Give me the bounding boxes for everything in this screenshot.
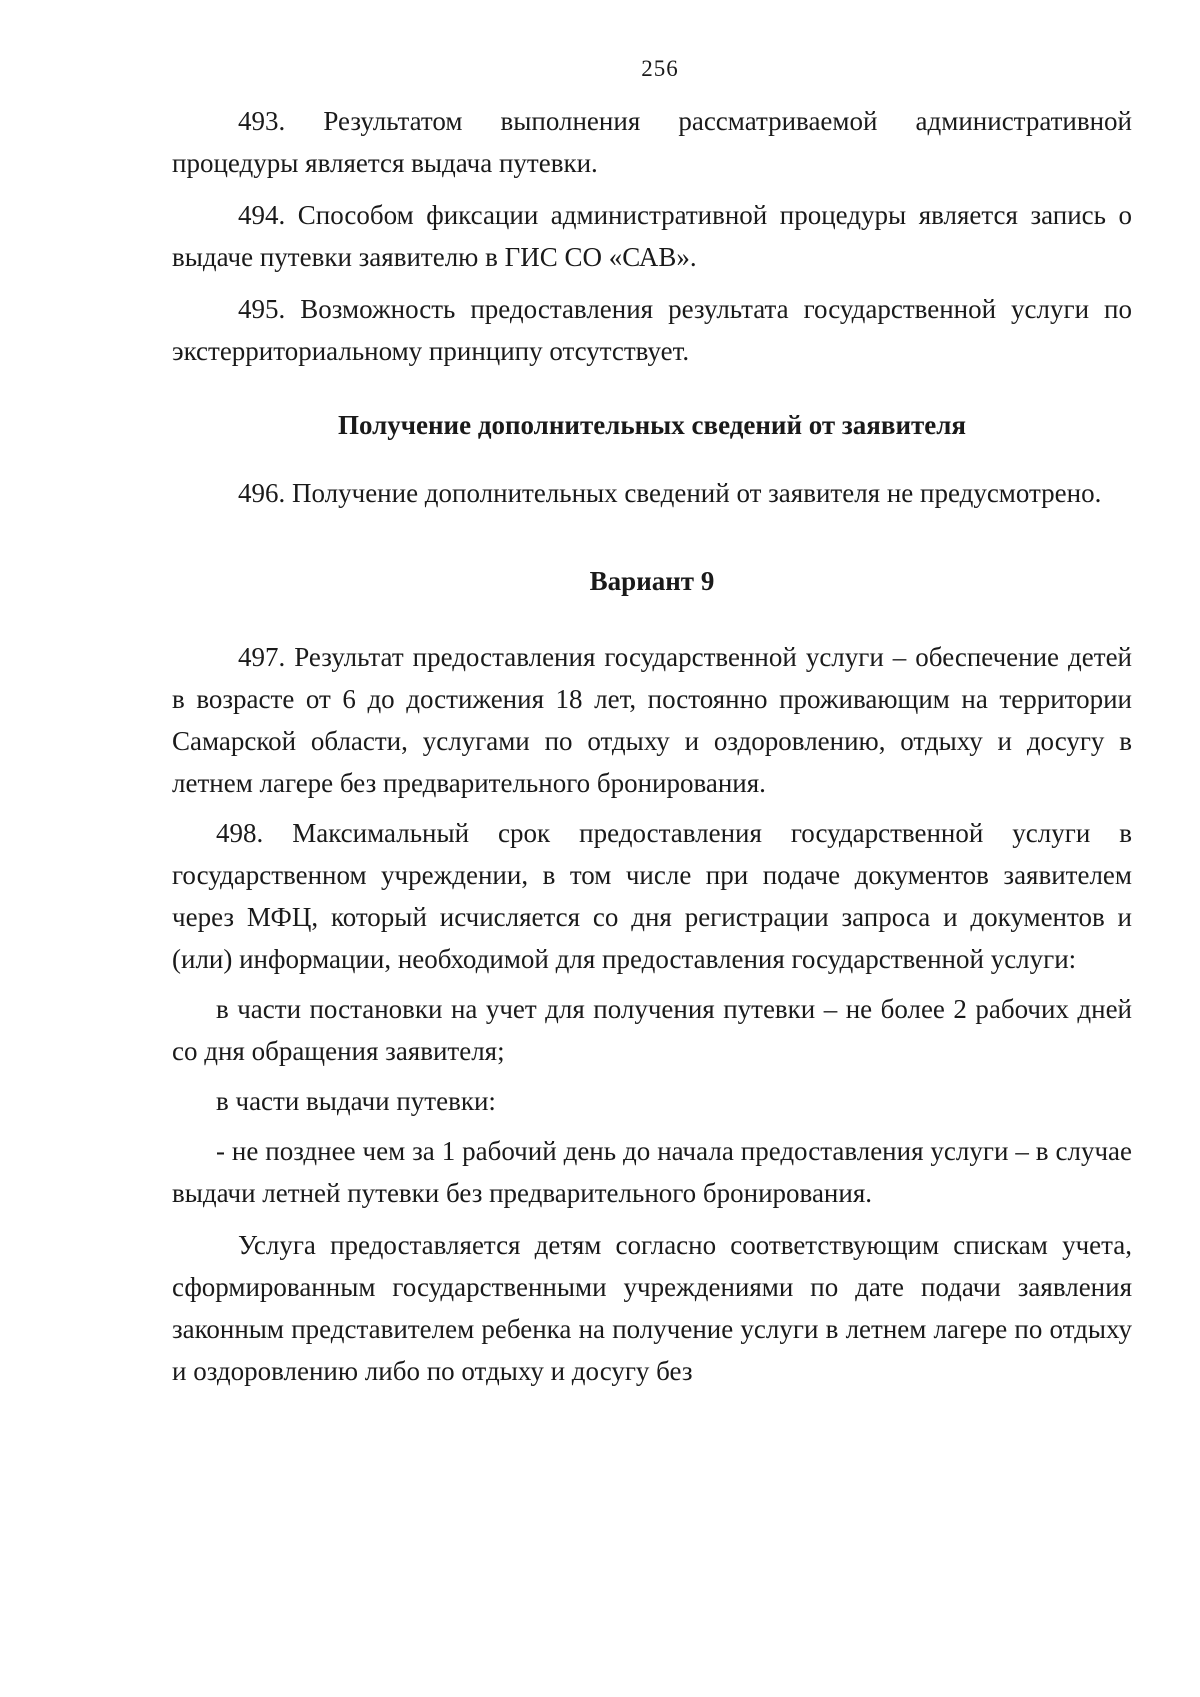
- page-number: 256: [641, 56, 679, 81]
- section-additional-info: [172, 404, 1132, 514]
- paragraph-issuance: в части выдачи путевки:: [216, 1086, 496, 1116]
- section-procedure-result: [172, 100, 1132, 372]
- paragraph-496: 496. Получение дополнительных сведений от заявителя не предусмотрено.: [238, 478, 1102, 508]
- paragraph-registration-deadline: в части постановки на учет для получения путевки – не более 2 рабочих дней со дня обращения заявителя;: [172, 994, 1132, 1066]
- paragraph-495: 495. Возможность предоставления результата государственной услуги по экстерриториальному принципу отсутствует.: [172, 294, 1132, 366]
- heading-additional-info: Получение дополнительных сведений от заявителя: [337, 410, 967, 440]
- paragraph-issuance-deadline: - не позднее чем за 1 рабочий день до начала предоставления услуги – в случае выдачи летней путевки без предварительного бронирования.: [172, 1136, 1132, 1208]
- paragraph-493: 493. Результатом выполнения рассматриваемой административной процедуры является выдача путевки.: [172, 106, 1132, 178]
- paragraph-498: 498. Максимальный срок предоставления государственной услуги в государственном учреждении, в том числе при подаче документов заявителем через МФЦ, который исчисляется со дня регистрации запроса и документов и (или) информации, необходимой для предоставления государственной услуги:: [172, 818, 1132, 974]
- paragraph-494: 494. Способом фиксации административной процедуры является запись о выдаче путевки заявителю в ГИС СО «САВ».: [172, 200, 1132, 272]
- paragraph-497: 497. Результат предоставления государственной услуги – обеспечение детей в возрасте от 6 до достижения 18 лет, постоянно проживающим на территории Самарской области, услугами по отдыху и оздоровлению, отдыху и досугу в летнем лагере без предварительного бронирования.: [172, 642, 1132, 798]
- paragraph-service-provision: Услуга предоставляется детям согласно соответствующим спискам учета, сформированным государственными учреждениями по дате подачи заявления законным представителем ребенка на получение услуги в летнем лагере по отдыху и оздоровлению либо по отдыху и досугу без: [172, 1230, 1132, 1386]
- section-variant-9: [172, 560, 1132, 1392]
- heading-variant-9: Вариант 9: [589, 566, 715, 596]
